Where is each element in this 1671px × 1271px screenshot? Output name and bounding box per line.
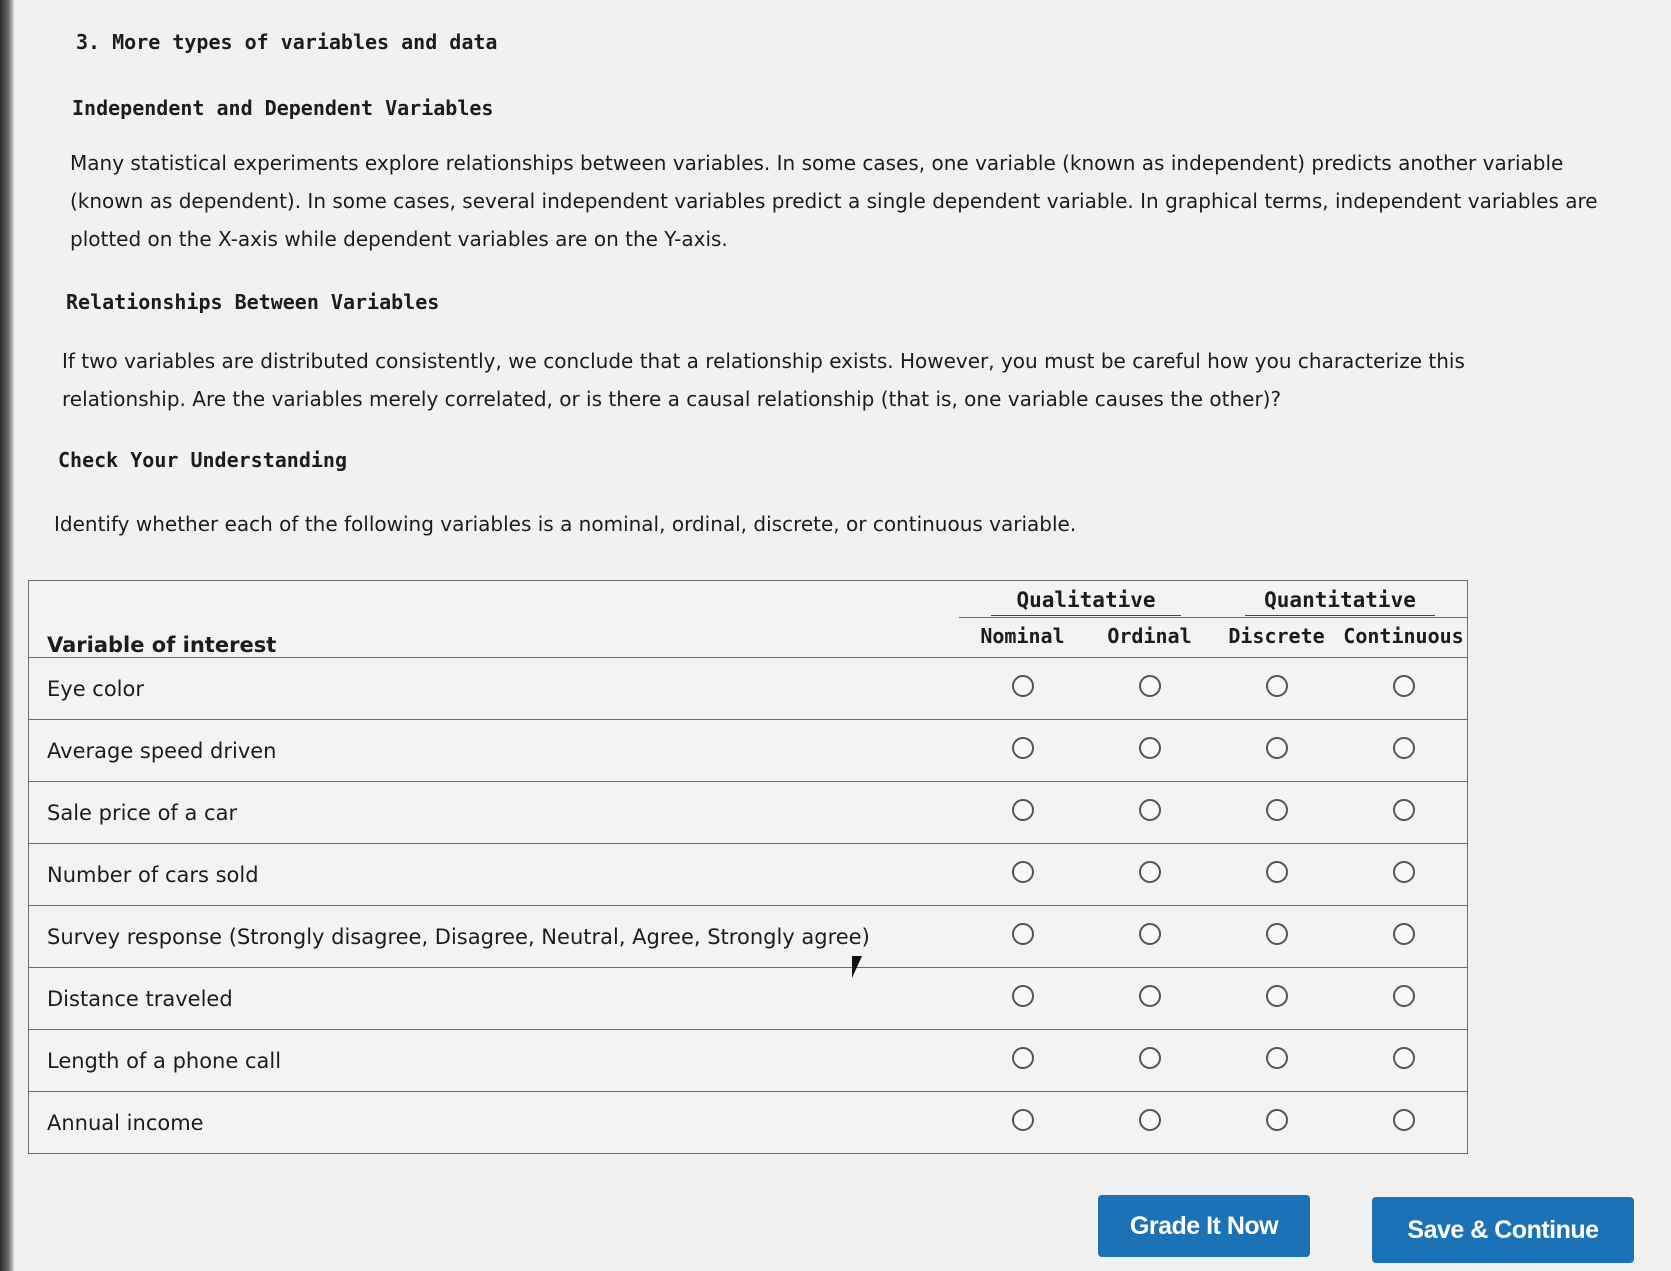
radio-continuous[interactable] xyxy=(1393,985,1415,1007)
instructions-text: Identify whether each of the following variables is a nominal, ordinal, discrete, or continuous variable. xyxy=(54,512,1077,536)
radio-continuous[interactable] xyxy=(1393,1047,1415,1069)
variable-label: Length of a phone call xyxy=(29,1030,960,1092)
table-row xyxy=(29,658,1468,720)
radio-discrete[interactable] xyxy=(1266,737,1288,759)
variable-label: Average speed driven xyxy=(29,720,960,782)
table-row xyxy=(29,1092,1468,1154)
column-header-discrete: Discrete xyxy=(1213,618,1340,658)
variable-column-header xyxy=(29,581,960,658)
radio-continuous[interactable] xyxy=(1393,923,1415,945)
save-and-continue-button[interactable]: Save & Continue xyxy=(1372,1197,1634,1263)
radio-nominal[interactable] xyxy=(1012,675,1034,697)
column-header-continuous: Continuous xyxy=(1340,618,1468,658)
radio-ordinal[interactable] xyxy=(1139,1047,1161,1069)
classification-table xyxy=(28,580,1468,1154)
table-row xyxy=(29,844,1468,906)
radio-ordinal[interactable] xyxy=(1139,1109,1161,1131)
radio-nominal[interactable] xyxy=(1012,1047,1034,1069)
radio-nominal[interactable] xyxy=(1012,1109,1034,1131)
table-row xyxy=(29,906,1468,968)
section-heading-check-understanding: Check Your Understanding xyxy=(58,448,347,472)
mouse-pointer-icon xyxy=(852,956,872,978)
qualitative-label: Qualitative xyxy=(991,588,1181,616)
variable-label: Annual income xyxy=(29,1092,960,1154)
variable-header-label: Variable of interest xyxy=(47,633,277,657)
table-row xyxy=(29,720,1468,782)
radio-continuous[interactable] xyxy=(1393,737,1415,759)
variable-label: Number of cars sold xyxy=(29,844,960,906)
radio-ordinal[interactable] xyxy=(1139,799,1161,821)
qualitative-group-header xyxy=(959,581,1213,618)
radio-continuous[interactable] xyxy=(1393,861,1415,883)
radio-nominal[interactable] xyxy=(1012,923,1034,945)
question-title: 3. More types of variables and data xyxy=(76,30,498,54)
radio-discrete[interactable] xyxy=(1266,799,1288,821)
table-row xyxy=(29,782,1468,844)
radio-nominal[interactable] xyxy=(1012,799,1034,821)
column-header-ordinal: Ordinal xyxy=(1086,618,1213,658)
radio-ordinal[interactable] xyxy=(1139,675,1161,697)
quantitative-label: Quantitative xyxy=(1245,588,1435,616)
grade-it-now-button[interactable]: Grade It Now xyxy=(1098,1195,1310,1257)
radio-ordinal[interactable] xyxy=(1139,737,1161,759)
radio-continuous[interactable] xyxy=(1393,675,1415,697)
radio-discrete[interactable] xyxy=(1266,985,1288,1007)
radio-discrete[interactable] xyxy=(1266,675,1288,697)
radio-continuous[interactable] xyxy=(1393,799,1415,821)
variable-label: Sale price of a car xyxy=(29,782,960,844)
radio-ordinal[interactable] xyxy=(1139,985,1161,1007)
radio-nominal[interactable] xyxy=(1012,861,1034,883)
column-header-nominal: Nominal xyxy=(959,618,1086,658)
radio-discrete[interactable] xyxy=(1266,1109,1288,1131)
radio-discrete[interactable] xyxy=(1266,923,1288,945)
radio-discrete[interactable] xyxy=(1266,861,1288,883)
section-text-relationships: If two variables are distributed consistently, we conclude that a relationship exists. However, you must be careful how you characterize this relationship. Are the variables merely correlated, or is there a causal relationship (that is, one variable causes the other)? xyxy=(62,349,1465,411)
section-text-independent-dependent: Many statistical experiments explore relationships between variables. In some cases, one variable (known as independent) predicts another variable (known as dependent). In some cases, several independent variables predict a single dependent variable. In graphical terms, independent variables are plotted on the X-axis while dependent variables are on the Y-axis. xyxy=(70,151,1598,251)
radio-nominal[interactable] xyxy=(1012,985,1034,1007)
radio-nominal[interactable] xyxy=(1012,737,1034,759)
radio-discrete[interactable] xyxy=(1266,1047,1288,1069)
table-row xyxy=(29,1030,1468,1092)
section-heading-relationships: Relationships Between Variables xyxy=(66,290,440,314)
radio-ordinal[interactable] xyxy=(1139,861,1161,883)
radio-continuous[interactable] xyxy=(1393,1109,1415,1131)
variable-label: Distance traveled xyxy=(29,968,960,1030)
radio-ordinal[interactable] xyxy=(1139,923,1161,945)
table-row xyxy=(29,968,1468,1030)
section-heading-independent-dependent: Independent and Dependent Variables xyxy=(72,96,494,120)
variable-label: Survey response (Strongly disagree, Disagree, Neutral, Agree, Strongly agree) xyxy=(29,906,960,968)
variable-label: Eye color xyxy=(29,658,960,720)
quantitative-group-header xyxy=(1213,581,1468,618)
